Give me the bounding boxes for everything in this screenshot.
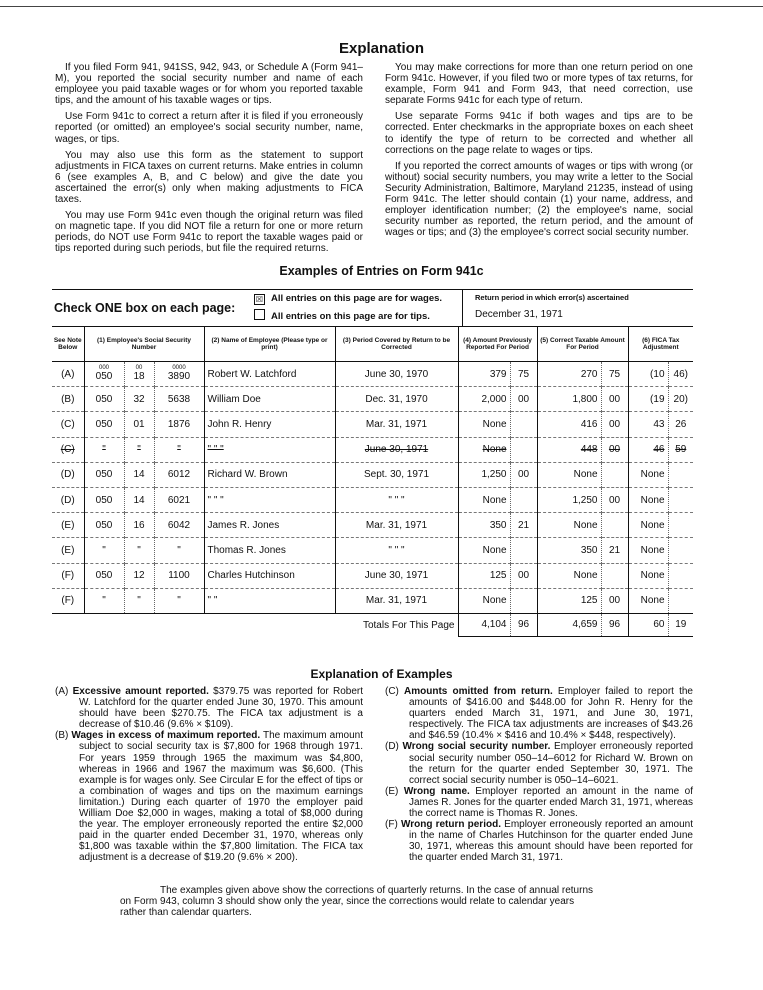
cell-period: " " "	[335, 487, 458, 512]
cell-prev-d: 350	[458, 513, 510, 538]
cell-fica-c	[668, 588, 693, 613]
header-name: (2) Name of Employee (Please type or print)	[204, 327, 335, 362]
intro-paragraph: You may also use this form as the statement to support adjustments in FICA taxes on current returns. Make entries in column 6 (see examples A, B, and C below) and give the date you ascertained the error(s) only when making adjustments to FICA taxes.	[55, 149, 363, 206]
example-item: (F) Wrong return period. Employer erroneously reported an amount in the name of Charles Hutchinson for the quarter ended June 30, 1971, whereas this amount should have been reported for the quarter ended March 31, 1971.	[385, 819, 694, 864]
wages-label: All entries on this page are for wages.	[271, 293, 443, 304]
cell-prev-d: None	[458, 437, 510, 462]
cell-corr-c: 00	[601, 588, 628, 613]
cell-name: Charles Hutchinson	[204, 563, 335, 588]
header-see-note: See Note Below	[52, 327, 84, 362]
table-row	[52, 563, 693, 588]
cell-prev-c	[510, 412, 537, 437]
cell-note: (D)	[52, 462, 84, 487]
cell-ssn1: 000 050	[84, 362, 124, 387]
cell-name: " " "	[204, 487, 335, 512]
intro-right-column	[385, 62, 693, 243]
header-period: (3) Period Covered by Return to be Corrected	[335, 327, 458, 362]
cell-fica-d: None	[628, 462, 668, 487]
checkbox-row	[52, 289, 693, 326]
cell-name: Richard W. Brown	[204, 462, 335, 487]
cell-ssn2: 14	[124, 462, 154, 487]
cell-ssn1: 050	[84, 487, 124, 512]
total-corr-c: 96	[601, 613, 628, 636]
cell-period: Mar. 31, 1971	[335, 412, 458, 437]
cell-fica-d: (10	[628, 362, 668, 387]
cell-corr-c: 00	[601, 412, 628, 437]
cell-note: (A)	[52, 362, 84, 387]
check-one-label: Check ONE box on each page:	[54, 301, 236, 315]
cell-ssn3: 1876	[154, 412, 204, 437]
cell-corr-c: 00	[601, 487, 628, 512]
cell-prev-c: 00	[510, 387, 537, 412]
intro-paragraph: Use Form 941c to correct a return after it is filed if you erroneously reported (or omitted) an employee's social security number, name, wages, or tips.	[55, 111, 363, 145]
cell-ssn3: 6012	[154, 462, 204, 487]
cell-ssn1: "	[84, 437, 124, 462]
top-rule	[0, 6, 763, 7]
page-title: Explanation	[338, 40, 424, 57]
cell-fica-c	[668, 563, 693, 588]
table-row	[52, 487, 693, 512]
cell-fica-d: 46	[628, 437, 668, 462]
cell-prev-d: None	[458, 487, 510, 512]
cell-corr-c	[601, 563, 628, 588]
ssn-subheading: 000	[98, 364, 109, 371]
cell-ssn3: "	[154, 588, 204, 613]
total-prev-d: 4,104	[458, 613, 510, 636]
cell-ssn2: 16	[124, 513, 154, 538]
cell-fica-d: (19	[628, 387, 668, 412]
example-item: (D) Wrong social security number. Employer erroneously reported social security number 050–14–6012 for Richard W. Brown on the return for the quarter ended September 30, 1971. The correct social security number is 050–14–6021.	[385, 741, 694, 786]
cell-period: Mar. 31, 1971	[335, 588, 458, 613]
cell-ssn2: "	[124, 588, 154, 613]
cell-corr-d: 350	[537, 538, 601, 563]
example-item: (C) Amounts omitted from return. Employer failed to report the amounts of $416.00 and $448.00 for John R. Henry for the quarters ended March 31, 1971, and June 30, 1971, respectively. The FICA tax adjustments are increases of $43.26 and $46.59 (10.4% × $416 and 10.4% × $448, respectively).	[385, 686, 693, 742]
intro-paragraph: Use separate Forms 941c if both wages and tips are to be corrected. Enter checkmarks in the appropriate boxes on each sheet to identify the type of return to be corrected and whether all corrections on the page relate to wages or tips.	[385, 111, 693, 156]
cell-corr-d: 125	[537, 588, 601, 613]
cell-prev-c	[510, 588, 537, 613]
total-fica-c: 19	[668, 613, 693, 636]
table-row	[52, 362, 693, 387]
cell-fica-c	[668, 462, 693, 487]
header-ssn: (1) Employee's Social Security Number	[84, 327, 204, 362]
explanation-examples-title: Explanation of Examples	[310, 667, 453, 681]
period-label: Return period in which error(s) ascertained	[475, 293, 629, 302]
cell-prev-d: None	[458, 588, 510, 613]
cell-fica-c: 20)	[668, 387, 693, 412]
examples-title: Examples of Entries on Form 941c	[279, 264, 484, 278]
cell-period: " " "	[335, 538, 458, 563]
cell-ssn2: 14	[124, 487, 154, 512]
cell-ssn1: 050	[84, 563, 124, 588]
table-row	[52, 462, 693, 487]
intro-paragraph: You may use Form 941c even though the original return was filed on magnetic tape. If you did NOT file a return for one or more return periods, do NOT use Form 941c to report the taxable wages paid or tips reported during such periods, but file the required returns.	[55, 210, 363, 255]
cell-note: (E)	[52, 538, 84, 563]
cell-corr-c	[601, 462, 628, 487]
cell-ssn1: "	[84, 588, 124, 613]
example-item: (A) Excessive amount reported. $379.75 was reported for Robert W. Latchford for the quarter ended June 30, 1970. This amount should have been $270.75. The FICA tax adjustment is a decrease of $10.46 (9.6% × $109).	[55, 686, 363, 731]
wages-option[interactable]	[254, 293, 442, 305]
cell-fica-c: 59	[668, 437, 693, 462]
table-row	[52, 437, 693, 462]
examples-left-column	[55, 686, 363, 864]
cell-name: Thomas R. Jones	[204, 538, 335, 563]
cell-fica-d: None	[628, 538, 668, 563]
cell-prev-c	[510, 437, 537, 462]
cell-note: (C)	[52, 437, 84, 462]
cell-fica-d: None	[628, 513, 668, 538]
cell-ssn2: "	[124, 437, 154, 462]
period-box	[462, 290, 694, 326]
cell-corr-d: None	[537, 563, 601, 588]
cell-ssn1: "	[84, 538, 124, 563]
cell-note: (F)	[52, 588, 84, 613]
cell-ssn1: 050	[84, 412, 124, 437]
cell-fica-c: 26	[668, 412, 693, 437]
cell-ssn3: 6021	[154, 487, 204, 512]
cell-ssn3: "	[154, 538, 204, 563]
tips-checkbox[interactable]	[254, 309, 265, 320]
cell-ssn2: 00 18	[124, 362, 154, 387]
intro-left-column	[55, 62, 363, 260]
cell-note: (F)	[52, 563, 84, 588]
cell-period: June 30, 1971	[335, 437, 458, 462]
cell-ssn3: "	[154, 437, 204, 462]
examples-right-column	[385, 686, 693, 864]
cell-corr-d: 416	[537, 412, 601, 437]
cell-corr-d: None	[537, 513, 601, 538]
header-previous: (4) Amount Previously Reported For Period	[458, 327, 537, 362]
cell-name: " "	[204, 588, 335, 613]
cell-corr-d: None	[537, 462, 601, 487]
cell-ssn1: 050	[84, 513, 124, 538]
cell-ssn1: 050	[84, 462, 124, 487]
cell-corr-d: 270	[537, 362, 601, 387]
cell-fica-c: 46)	[668, 362, 693, 387]
ssn-subheading: 00	[135, 364, 143, 371]
cell-ssn1: 050	[84, 387, 124, 412]
cell-ssn3: 1100	[154, 563, 204, 588]
header-fica: (6) FICA Tax Adjustment	[628, 327, 693, 362]
cell-ssn2: "	[124, 538, 154, 563]
cell-period: June 30, 1970	[335, 362, 458, 387]
cell-prev-c	[510, 538, 537, 563]
cell-prev-c: 00	[510, 563, 537, 588]
header-correct: (5) Correct Taxable Amount For Period	[537, 327, 628, 362]
cell-corr-c	[601, 513, 628, 538]
cell-corr-c: 00	[601, 437, 628, 462]
cell-name: James R. Jones	[204, 513, 335, 538]
cell-prev-d: 2,000	[458, 387, 510, 412]
cell-prev-d: None	[458, 412, 510, 437]
wages-checkbox[interactable]: ☒	[255, 295, 264, 304]
cell-period: Mar. 31, 1971	[335, 513, 458, 538]
intro-paragraph: You may make corrections for more than one return period on one Form 941c. However, if you filed two or more types of tax returns, for example, Form 941 and Form 943, that need correction, use separate Forms 941c for each type of return.	[385, 62, 693, 107]
total-prev-c: 96	[510, 613, 537, 636]
cell-note: (D)	[52, 487, 84, 512]
cell-ssn2: 32	[124, 387, 154, 412]
total-corr-d: 4,659	[537, 613, 601, 636]
cell-fica-d: 43	[628, 412, 668, 437]
cell-name: " " "	[204, 437, 335, 462]
totals-row	[52, 613, 693, 636]
cell-corr-c: 21	[601, 538, 628, 563]
cell-fica-c	[668, 538, 693, 563]
cell-prev-c	[510, 487, 537, 512]
table-row	[52, 538, 693, 563]
footnote: The examples given above show the corrections of quarterly returns. In the case of annual returns on Form 943, column 3 should show only the year, since the corrections would relate to calendar years rather than calendar quarters.	[120, 885, 594, 919]
cell-fica-d: None	[628, 563, 668, 588]
ssn-subheading: 0000	[172, 364, 186, 371]
entries-table	[52, 326, 693, 637]
cell-period: June 30, 1971	[335, 563, 458, 588]
cell-corr-d: 1,800	[537, 387, 601, 412]
cell-period: Dec. 31, 1970	[335, 387, 458, 412]
totals-label: Totals For This Page	[362, 619, 455, 631]
intro-paragraph: If you reported the correct amounts of wages or tips with wrong (or without) social security numbers, you may write a letter to the Social Security Administration, Baltimore, Maryland 21235, instead of using Form 941c. The letter should contain (1) your name, address, and employer identification number; (2) the employee's name, social security number as reported, the return period, and the amount of wages or tips; and (3) the employee's correct social security number.	[385, 160, 693, 239]
cell-period: Sept. 30, 1971	[335, 462, 458, 487]
cell-corr-d: 448	[537, 437, 601, 462]
cell-ssn3: 5638	[154, 387, 204, 412]
intro-paragraph: If you filed Form 941, 941SS, 942, 943, or Schedule A (Form 941–M), you reported the social security number and name of each employee you paid taxable wages or for whom you reported taxable tips, and the amount of his taxable wages or tips.	[55, 62, 363, 107]
cell-corr-d: 1,250	[537, 487, 601, 512]
cell-prev-c: 00	[510, 462, 537, 487]
total-fica-d: 60	[628, 613, 668, 636]
cell-corr-c: 75	[601, 362, 628, 387]
cell-prev-c: 75	[510, 362, 537, 387]
cell-ssn3: 6042	[154, 513, 204, 538]
period-value: December 31, 1971	[475, 309, 563, 320]
cell-corr-c: 00	[601, 387, 628, 412]
cell-prev-d: 125	[458, 563, 510, 588]
example-item: (B) Wages in excess of maximum reported. The maximum amount subject to social security tax is $7,800 for 1968 through 1971. For years 1959 through 1965 the maximum was $4,800, whereas in 1966 and 1967 the maximum was $6,600. (This example is for wages only. See Circular E for the effect of tips or a combination of wages and tips on the maximum earnings limitation.) During each quarter of 1970 the employer paid William Doe $2,000 in wages, making a total of $8,000 during the year. The employer erroneously reported the entire $2,000 paid in the quarter ended December 31, 1970, whereas only $1,800 was taxable within the $7,800 limitation. The FICA tax adjustment is a decrease of $19.20 (9.6% × 200).	[55, 730, 364, 864]
table-row	[52, 387, 693, 412]
cell-name: Robert W. Latchford	[204, 362, 335, 387]
example-item: (E) Wrong name. Employer reported an amount in the name of James R. Jones for the quarter ended March 31, 1971, whereas the correct name is Thomas R. Jones.	[385, 785, 693, 820]
table-row	[52, 412, 693, 437]
cell-fica-d: None	[628, 588, 668, 613]
cell-name: William Doe	[204, 387, 335, 412]
tips-label: All entries on this page are for tips.	[271, 311, 430, 322]
cell-note: (B)	[52, 387, 84, 412]
cell-prev-d: None	[458, 538, 510, 563]
table-row	[52, 588, 693, 613]
cell-note: (C)	[52, 412, 84, 437]
cell-prev-d: 1,250	[458, 462, 510, 487]
cell-ssn2: 12	[124, 563, 154, 588]
table-row	[52, 513, 693, 538]
cell-fica-c	[668, 513, 693, 538]
cell-name: John R. Henry	[204, 412, 335, 437]
cell-fica-d: None	[628, 487, 668, 512]
cell-ssn2: 01	[124, 412, 154, 437]
cell-prev-c: 21	[510, 513, 537, 538]
tips-option[interactable]	[254, 309, 430, 322]
cell-prev-d: 379	[458, 362, 510, 387]
cell-fica-c	[668, 487, 693, 512]
cell-ssn3: 0000 3890	[154, 362, 204, 387]
cell-note: (E)	[52, 513, 84, 538]
